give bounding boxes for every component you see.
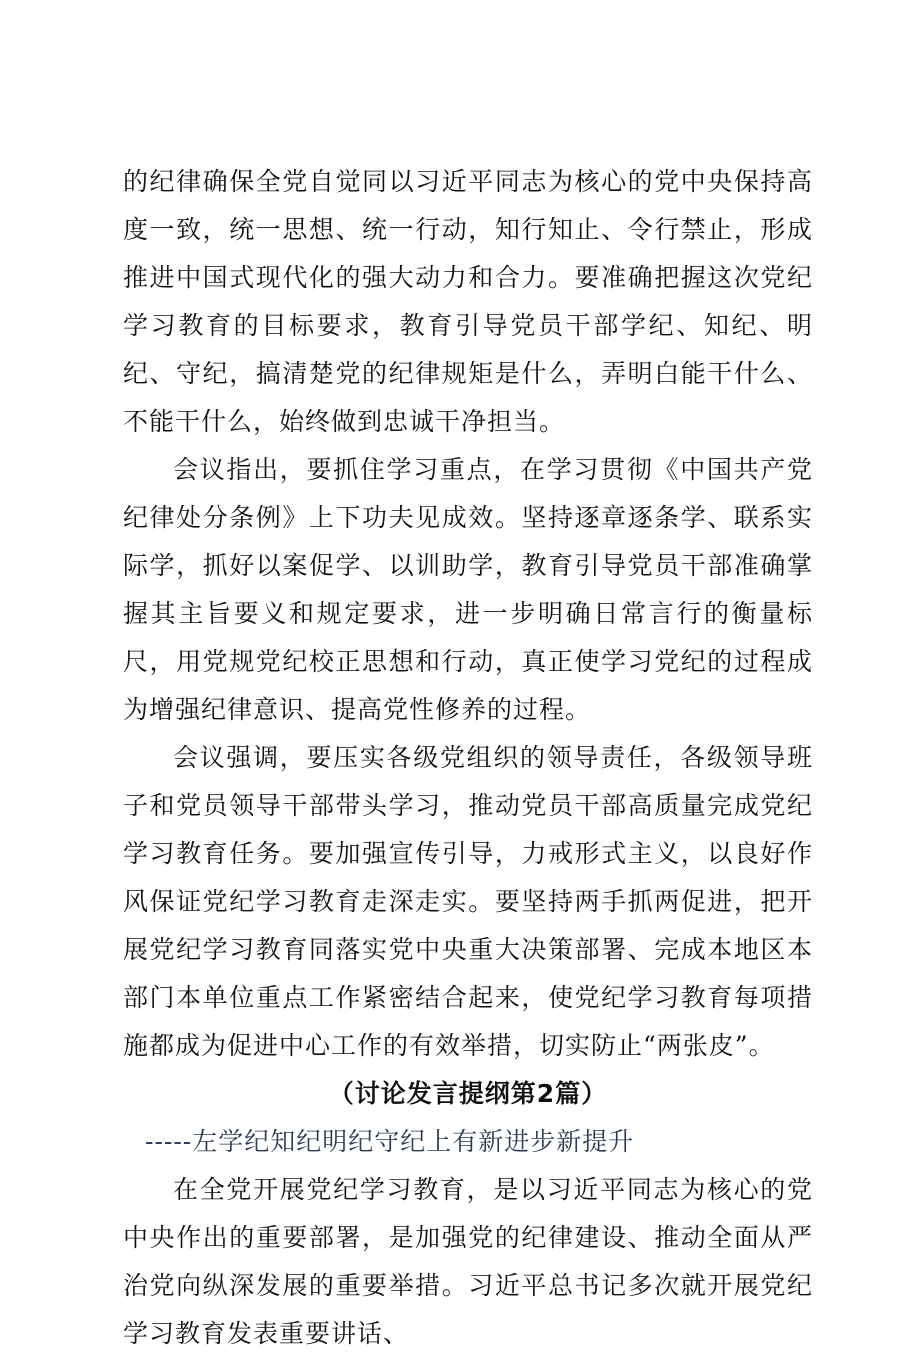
document-body (123, 158, 813, 1358)
section-subtitle: -----左学纪知纪明纪守纪上有新进步新提升 (145, 1127, 635, 1156)
section-paragraph: 在全党开展党纪学习教育，是以习近平同志为核心的党中央作出的重要部署，是加强党的纪律建设、推动全面从严治党向纵深发展的重要举措。习近平总书记多次就开展党纪学习教育发表重要讲话、 (123, 1175, 813, 1348)
paragraph-continuation: 的纪律确保全党自觉同以习近平同志为核心的党中央保持高度一致，统一思想、统一行动，知行知止、令行禁止，形成推进中国式现代化的强大动力和合力。要准确把握这次党纪学习教育的目标要求，教育引导党员干部学纪、知纪、明纪、守纪，搞清楚党的纪律规矩是什么，弄明白能干什么、不能干什么，始终做到忠诚干净担当。 (123, 167, 813, 436)
paragraph-meeting-emphasized: 会议强调，要压实各级党组织的领导责任，各级领导班子和党员领导干部带头学习，推动党员干部高质量完成党纪学习教育任务。要加强宣传引导，力戒形式主义，以良好作风保证党纪学习教育走深走实。要坚持两手抓两促进，把开展党纪学习教育同落实党中央重大决策部署、完成本地区本部门本单位重点工作紧密结合起来，使党纪学习教育每项措施都成为促进中心工作的有效举措，切实防止“两张皮”。 (123, 743, 813, 1060)
paragraph-meeting-pointed-out: 会议指出，要抓住学习重点，在学习贯彻《中国共产党纪律处分条例》上下功夫见成效。坚持逐章逐条学、联系实际学，抓好以案促学、以训助学，教育引导党员干部准确掌握其主旨要义和规定要求，进一步明确日常言行的衡量标尺，用党规党纪校正思想和行动，真正使学习党纪的过程成为增强纪律意识、提高党性修养的过程。 (123, 455, 813, 724)
section-heading: （讨论发言提纲第2篇） (328, 1079, 608, 1108)
